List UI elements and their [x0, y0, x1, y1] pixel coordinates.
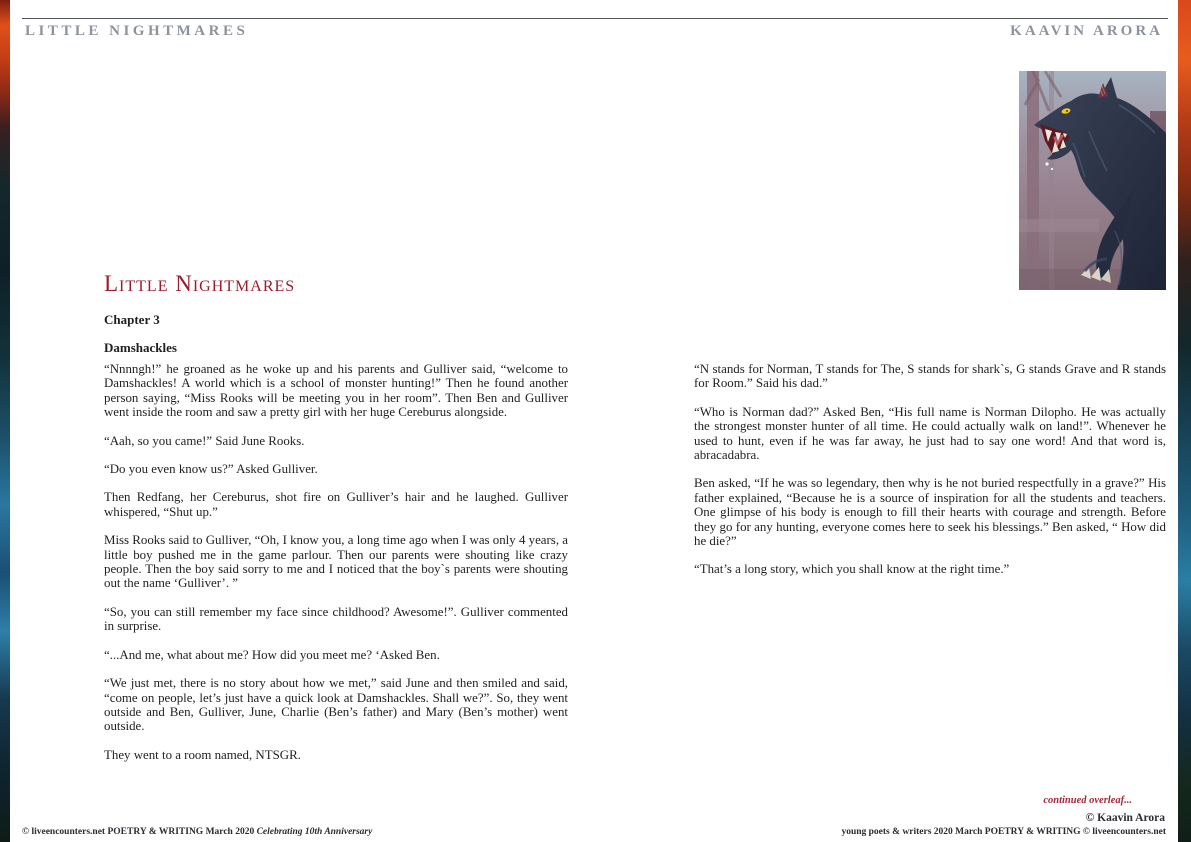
- story-column-right: [694, 362, 1166, 591]
- author-credit: © Kaavin Arora: [1085, 812, 1165, 824]
- footer-left-text: © liveencounters.net POETRY & WRITING March 2020: [22, 827, 257, 837]
- footer-right: young poets & writers 2020 March POETRY & WRITING © liveencounters.net: [841, 827, 1166, 837]
- header-rule: [22, 18, 1168, 19]
- chapter-heading: Chapter 3: [104, 312, 160, 327]
- story-paragraph: Miss Rooks said to Gulliver, “Oh, I know you, a long time ago when I was only 4 years, a little boy pushed me in the game parlour. Then our parents were shouting like crazy people. Then the boy said sorry to me and I noticed that the boy`s parents were shouting out the name ‘Gulliver’. ”: [104, 533, 568, 591]
- cover-art-right-edge: [1178, 0, 1191, 842]
- story-paragraph: Ben asked, “If he was so legendary, then why is he not buried respectfully in a grave?” His father explained, “Because he is a source of inspiration for all the students and teachers. One glimpse of his body is enough to fill their hearts with courage and strength. Before they go for any hunting, everyone comes here to seek his blessings.” Ben asked, “ How did he die?”: [694, 476, 1166, 549]
- section-heading: Damshackles: [104, 340, 177, 355]
- story-paragraph: “Do you even know us?” Asked Gulliver.: [104, 462, 318, 477]
- story-paragraph: “Who is Norman dad?” Asked Ben, “His full name is Norman Dilopho. He was actually the strongest monster hunter of all time. He could actually walk on land!”. Whenever he used to hunt, even if he was far away, he just had to say one word! And that word is, abracadabra.: [694, 404, 1166, 463]
- story-paragraph: “That’s a long story, which you shall know at the right time.”: [694, 562, 1010, 577]
- page-title: Little Nightmares: [104, 271, 296, 296]
- story-paragraph: “Nnnngh!” he groaned as he woke up and his parents and Gulliver said, “welcome to Damshackles! A world which is a school of monster hunting!” Then he found another person saying, “Miss Rooks will be meeting you in her room”. Then Ben and Gulliver went inside the room and saw a pretty girl with her huge Cereburus alongside.: [104, 362, 568, 420]
- running-header-author: KAAVIN ARORA: [1010, 23, 1163, 39]
- story-paragraph: Then Redfang, her Cereburus, shot fire on Gulliver’s hair and he laughed. Gulliver whispered, “Shut up.”: [104, 490, 568, 519]
- story-paragraph: “Aah, so you came!” Said June Rooks.: [104, 433, 305, 448]
- continued-note: continued overleaf...: [1043, 795, 1132, 806]
- footer-left-anniversary: Celebrating 10th Anniversary: [256, 827, 373, 837]
- story-paragraph: They went to a room named, NTSGR.: [104, 747, 301, 762]
- cover-art-left-edge: [0, 0, 10, 842]
- story-paragraph: “We just met, there is no story about how we met,” said June and then smiled and said, “come on people, let’s just have a quick look at Damshackles. Shall we?”. So, they went outside and Ben, Gulliver, June, Charlie (Ben’s father) and Mary (Ben’s mother) went outside.: [104, 676, 568, 734]
- running-header-title: LITTLE NIGHTMARES: [25, 23, 249, 39]
- story-column-left: [104, 362, 568, 776]
- werewolf-illustration: [1019, 71, 1166, 290]
- story-paragraph: “So, you can still remember my face since childhood? Awesome!”. Gulliver commented in surprise.: [104, 604, 568, 634]
- story-paragraph: “N stands for Norman, T stands for The, S stands for shark`s, G stands Grave and R stands for Room.” Said his dad.”: [694, 362, 1166, 391]
- footer-left: [22, 827, 372, 837]
- story-paragraph: “...And me, what about me? How did you meet me? ‘Asked Ben.: [104, 647, 440, 662]
